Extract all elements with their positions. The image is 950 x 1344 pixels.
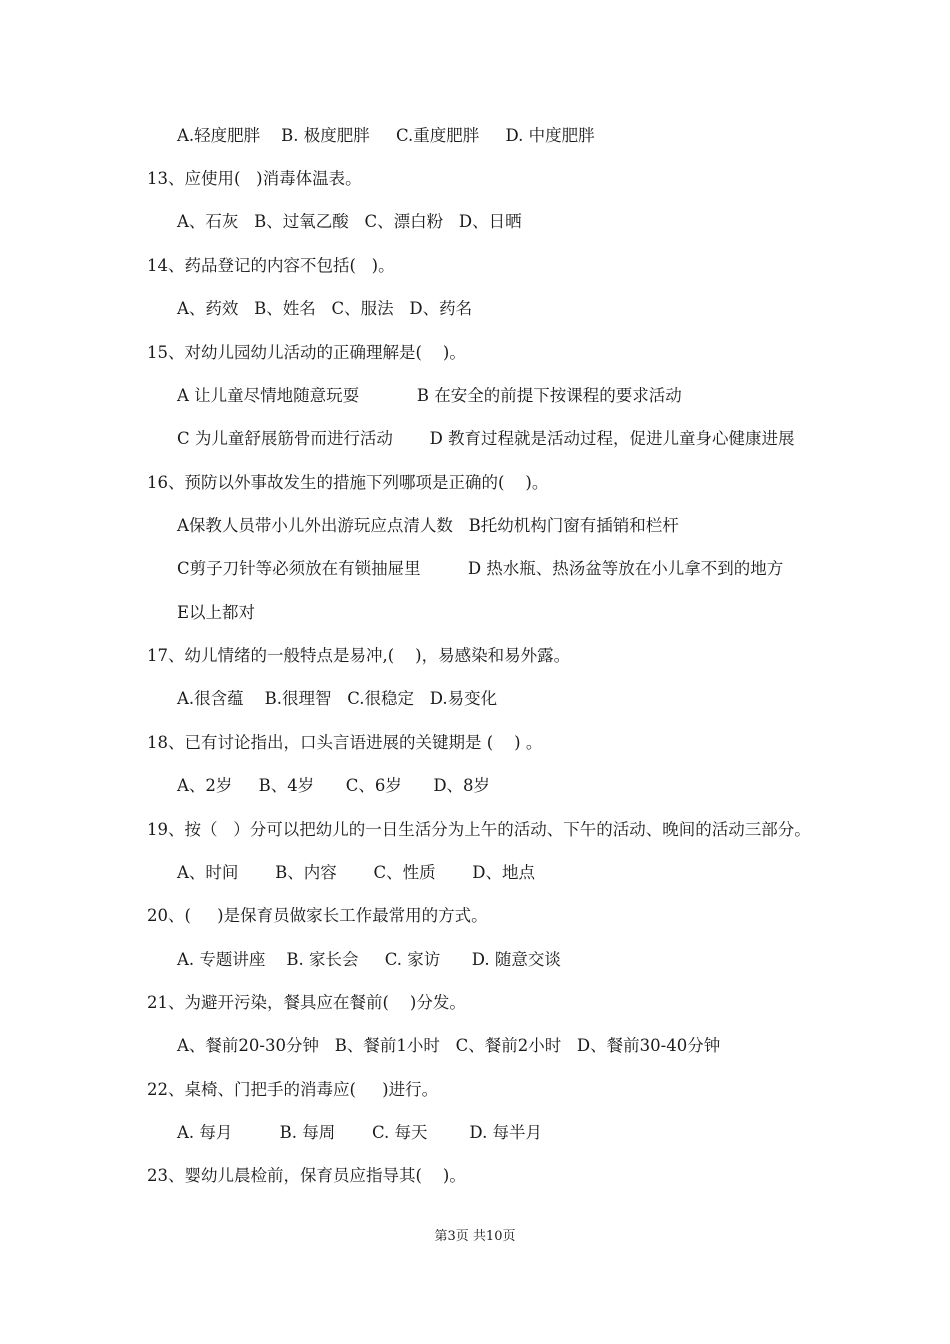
question-16: 16、预防以外事故发生的措施下列哪项是正确的( )。 [147,473,549,492]
options-q12: A.轻度肥胖 B. 极度肥胖 C.重度肥胖 D. 中度肥胖 [177,126,595,145]
question-19: 19、按（ ）分可以把幼儿的一日生活分为上午的活动、下午的活动、晚间的活动三部分。 [147,820,811,839]
options-q16-ab: A保教人员带小儿外出游玩应点清人数 B托幼机构门窗有插销和栏杆 [177,516,679,535]
question-13: 13、应使用( )消毒体温表。 [147,169,362,188]
options-q16-cd: C剪子刀针等必须放在有锁抽屉里 D 热水瓶、热汤盆等放在小儿拿不到的地方 [177,559,784,578]
options-q15-ab: A 让儿童尽情地随意玩耍 B 在安全的前提下按课程的要求活动 [177,386,682,405]
question-14: 14、药品登记的内容不包括( )。 [147,256,395,275]
options-q20: A. 专题讲座 B. 家长会 C. 家访 D. 随意交谈 [177,950,561,969]
question-22: 22、桌椅、门把手的消毒应( )进行。 [147,1080,439,1099]
question-21: 21、为避开污染，餐具应在餐前( )分发。 [147,993,466,1012]
options-q14: A、药效 B、姓名 C、服法 D、药名 [177,299,473,318]
page-footer: 第3页 共10页 [434,1229,516,1244]
question-18: 18、已有讨论指出，口头言语进展的关键期是 ( ) 。 [147,733,543,752]
options-q16-e: E以上都对 [177,603,256,622]
options-q19: A、时间 B、内容 C、性质 D、地点 [177,863,536,882]
options-q18: A、2岁 B、4岁 C、6岁 D、8岁 [177,776,491,795]
options-q17: A.很含蕴 B.很理智 C.很稳定 D.易变化 [177,689,498,708]
question-15: 15、对幼儿园幼儿活动的正确理解是( )。 [147,343,466,362]
options-q15-cd: C 为儿童舒展筋骨而进行活动 D 教育过程就是活动过程，促进儿童身心健康进展 [177,429,795,448]
question-17: 17、幼儿情绪的一般特点是易冲,( )，易感染和易外露。 [147,646,571,665]
question-23: 23、婴幼儿晨检前，保育员应指导其( )。 [147,1166,466,1185]
options-q13: A、石灰 B、过氧乙酸 C、漂白粉 D、日晒 [177,212,522,231]
options-q22: A. 每月 B. 每周 C. 每天 D. 每半月 [177,1123,543,1142]
question-20: 20、( )是保育员做家长工作最常用的方式。 [147,906,488,925]
options-q21: A、餐前20-30分钟 B、餐前1小时 C、餐前2小时 D、餐前30-40分钟 [177,1036,721,1055]
